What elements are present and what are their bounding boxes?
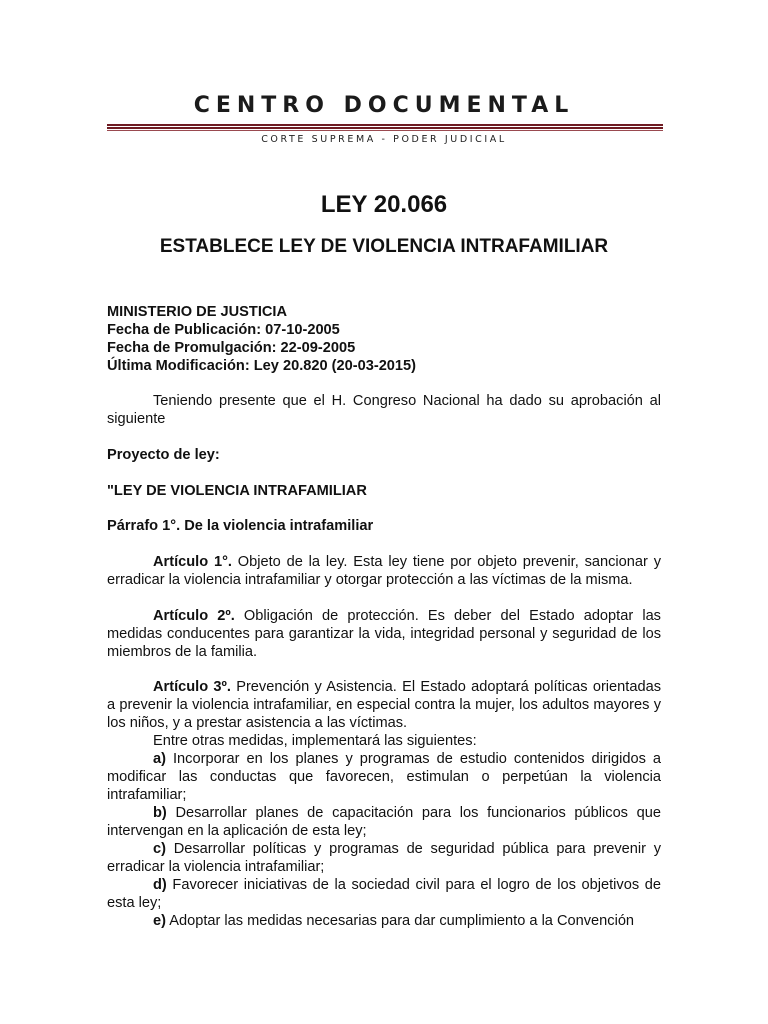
measure-e-letter: e) [153,913,166,929]
article-2 [107,607,661,661]
header-divider [107,124,663,132]
measures-intro: Entre otras medidas, implementará las siguientes: [153,733,477,749]
measure-d-letter: d) [153,877,167,893]
article-1-text: Objeto de la ley. Esta ley tiene por objeto prevenir, sancionar y erradicar la violencia intrafamiliar y otorgar protección a las víctimas de la misma. [107,554,661,588]
measure-a-letter: a) [153,751,166,767]
document-center-subtitle: CORTE SUPREMA - PODER JUDICIAL [261,134,507,145]
measure-c [107,840,661,876]
measure-b-letter: b) [153,805,167,821]
document-center-title: CENTRO DOCUMENTAL [193,93,575,118]
measure-d-text: Favorecer iniciativas de la sociedad civil para el logro de los objetivos de esta ley; [107,877,661,911]
last-modification: Última Modificación: Ley 20.820 (20-03-2015) [107,358,417,374]
article-2-label: Artículo 2º. [153,608,235,624]
project-heading: Proyecto de ley: [107,447,220,463]
law-metadata [107,303,661,375]
law-heading: "LEY DE VIOLENCIA INTRAFAMILIAR [107,483,367,499]
measure-e-text: Adoptar las medidas necesarias para dar cumplimiento a la Convención [165,913,635,929]
measure-e [107,912,661,930]
article-1 [107,553,661,589]
ministry-line: MINISTERIO DE JUSTICIA [107,304,288,320]
measure-a-text: Incorporar en los planes y programas de estudio contenidos dirigidos a modificar las conductas que favorecen, estimulan o perpetúan la violencia intrafamiliar; [107,751,661,803]
measure-c-letter: c) [153,841,166,857]
article-2-text: Obligación de protección. Es deber del Estado adoptar las medidas conducentes para garantizar la vida, integridad personal y seguridad de los miembros de la familia. [107,608,661,660]
article-1-label: Artículo 1°. [153,554,232,570]
promulgation-date: Fecha de Promulgación: 22-09-2005 [107,340,356,356]
law-title: ESTABLECE LEY DE VIOLENCIA INTRAFAMILIAR [159,236,609,257]
paragraph-heading: Párrafo 1°. De la violencia intrafamiliar [107,518,374,534]
article-3 [107,678,661,732]
measure-b-text: Desarrollar planes de capacitación para los funcionarios públicos que intervengan en la aplicación de esta ley; [107,805,661,839]
measure-c-text: Desarrollar políticas y programas de seguridad pública para prevenir y erradicar la violencia intrafamiliar; [107,841,661,875]
measure-d [107,876,661,912]
publication-date: Fecha de Publicación: 07-10-2005 [107,322,340,338]
measure-a [107,750,661,804]
law-number: LEY 20.066 [320,191,448,218]
measure-b [107,804,661,840]
article-3-block [107,678,661,930]
article-3-text: Prevención y Asistencia. El Estado adoptará políticas orientadas a prevenir la violencia intrafamiliar, en especial contra la mujer, los adultos mayores y los niños, y a prestar asistencia a las víctimas. [107,679,661,731]
preamble-paragraph: Teniendo presente que el H. Congreso Nacional ha dado su aprobación al siguiente [107,393,661,427]
article-3-label: Artículo 3º. [153,679,231,695]
